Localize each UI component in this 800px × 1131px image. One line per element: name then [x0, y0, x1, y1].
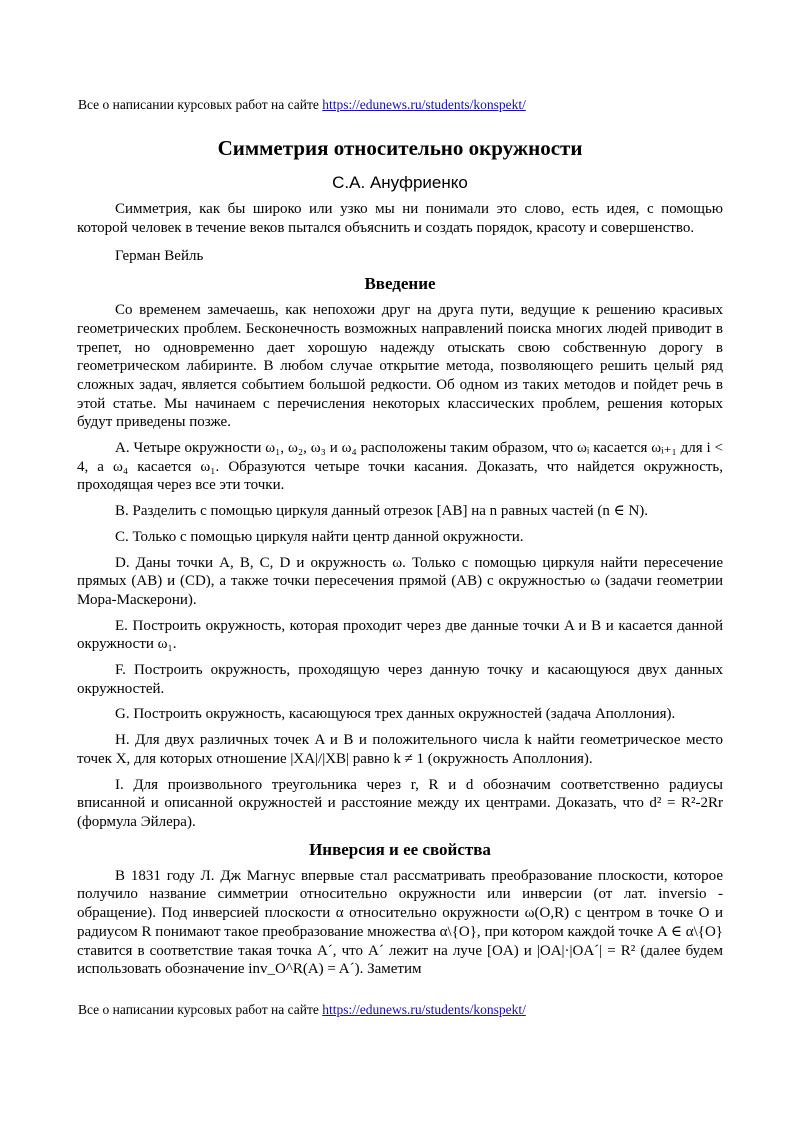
article-author: С.А. Ануфриенко [332, 173, 468, 192]
inversion-paragraph: В 1831 году Л. Дж Магнус впервые стал рассматривать преобразование плоскости, которое получило название симметрии относительно окружности или инверсии (от лат. inversio - обращение). Под инверсией плоскости α относительно окружности ω(O,R) с центром в точке O и радиусом R понимают такое преобразование множества α\{O}, при котором каждой точке A ∈ α\{O} ставится в соответствие такая точка A´, что A´ лежит на луче [OA) и |OA|·|OA´| = R² (далее будем использовать обозначение inv_O^R(A) = A´). Заметим [77, 867, 723, 978]
header-link[interactable]: https://edunews.ru/students/konspekt/ [322, 97, 526, 112]
header-prefix: Все о написании курсовых работ на сайте [78, 97, 319, 112]
problem-c: C. Только с помощью циркуля найти центр данной окружности. [115, 528, 524, 545]
footer-link[interactable]: https://edunews.ru/students/konspekt/ [322, 1002, 526, 1017]
header-note [78, 97, 526, 113]
problem-b: B. Разделить с помощью циркуля данный отрезок [AB] на n равных частей (n ∈ N). [115, 503, 649, 520]
problem-g: G. Построить окружность, касающуюся трех данных окружностей (задача Аполлония). [115, 706, 676, 723]
problem-e: E. Построить окружность, которая проходит через две данные точки A и B и касается данной окружности ω₁. [77, 617, 723, 653]
epigraph-author: Герман Вейль [115, 248, 204, 265]
problem-d: D. Даны точки A, B, C, D и окружность ω. Только с помощью циркуля найти пересечение прямых (AB) и (CD), а также точки пересечения прямой (AB) с окружностью ω (задачи геометрии Мора-Маскерони). [77, 554, 723, 608]
section-heading-intro: Введение [364, 274, 436, 294]
problem-a: A. Четыре окружности ω₁, ω₂, ω₃ и ω₄ расположены таким образом, что ωᵢ касается ωᵢ₊₁ для i < 4, а ω₄ касается ω₁. Образуются четыре точки касания. Доказать, что найдется окружность, проходящая через все эти точки. [77, 440, 723, 494]
intro-paragraph: Со временем замечаешь, как непохожи друг на друга пути, ведущие к решению красивых геометрических проблем. Бесконечность возможных направлений поиска многих людей приводит в трепет, но одновременно дает хорошую надежду отыскать свою собственную дорогу в геометрическом лабиринте. В любом случае открытие метода, позволяющего решить целый ряд сложных задач, является событием большой редкости. Об одном из таких методов и пойдет речь в этой статье. Мы начинаем с перечисления некоторых классических проблем, решения которых будут приведены позже. [77, 302, 723, 431]
problem-h: H. Для двух различных точек A и B и положительного числа k найти геометрическое место точек X, для которых отношение |XA|/|XB| равно k ≠ 1 (окружность Аполлония). [77, 732, 723, 767]
section-heading-inversion: Инверсия и ее свойства [309, 839, 491, 859]
footer-note [78, 1002, 526, 1018]
problem-f: F. Построить окружность, проходящую через данную точку и касающуюся двух данных окружностей. [77, 662, 723, 697]
article-body [77, 134, 723, 986]
epigraph: Симметрия, как бы широко или узко мы ни понимали это слово, есть идея, с помощью которой человек в течение веков пытался объяснить и создать порядок, красоту и совершенство. [77, 201, 723, 236]
problem-i: I. Для произвольного треугольника через r, R и d обозначим соответственно радиусы вписанной и описанной окружностей и расстояние между их центрами. Доказать, что d² = R²-2Rr (формула Эйлера). [77, 776, 723, 830]
footer-prefix: Все о написании курсовых работ на сайте [78, 1002, 319, 1017]
article-title: Симметрия относительно окружности [217, 136, 583, 160]
